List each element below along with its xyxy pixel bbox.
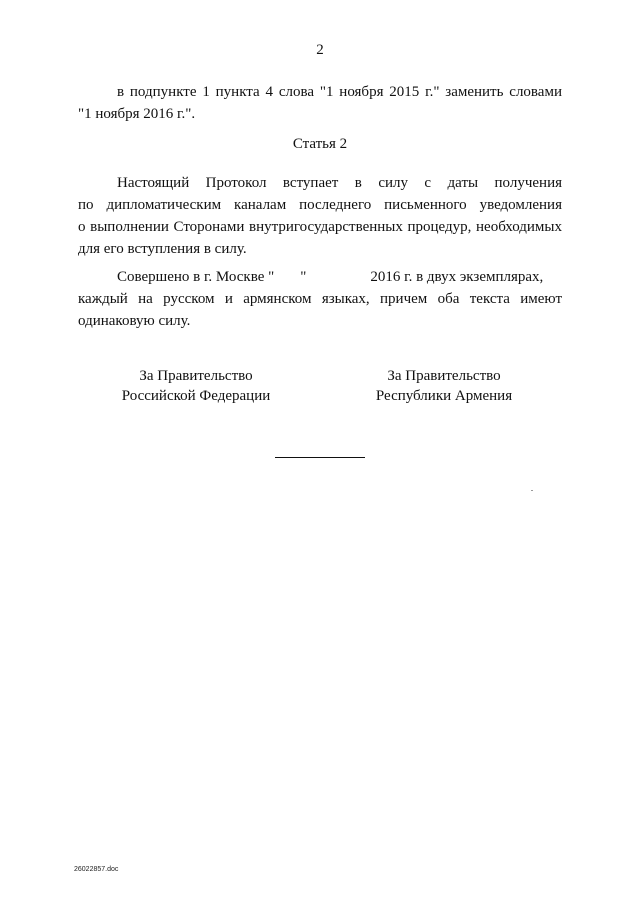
signature-line-2: Республики Армения [375, 388, 513, 404]
paragraph-line: для его вступления в силу. [78, 241, 247, 257]
done-at-year: 2016 г. в двух экземплярах, [370, 269, 544, 285]
signature-line-1: За Правительство [387, 368, 501, 384]
signature-block-armenia [344, 366, 544, 406]
paragraph-line [78, 266, 562, 288]
paragraph-line: по дипломатическим каналам последнего письменного уведомления [78, 197, 562, 213]
paragraph-line: одинаковую силу. [78, 313, 191, 329]
signature-line-1: За Правительство [139, 368, 253, 384]
done-at-text: Совершено в г. Москве " [117, 269, 275, 285]
document-code: 26022857.doc [74, 866, 119, 873]
signature-block-russia [96, 366, 296, 406]
scan-speck [531, 490, 533, 491]
paragraph-amendment [78, 81, 562, 125]
paragraph-entry-into-force [78, 172, 562, 260]
article-heading: Статья 2 [292, 136, 348, 152]
signature-line-2: Российской Федерации [121, 388, 271, 404]
end-divider [275, 457, 365, 458]
paragraph-done-at [78, 266, 562, 332]
done-at-quote: " [300, 269, 307, 285]
page-number: 2 [316, 42, 324, 58]
paragraph-line: "1 ноября 2016 г.". [78, 106, 196, 122]
paragraph-line: о выполнении Сторонами внутригосударственных процедур, необходимых [78, 219, 562, 235]
paragraph-line: Настоящий Протокол вступает в силу с даты получения [117, 175, 562, 191]
paragraph-line: каждый на русском и армянском языках, причем оба текста имеют [78, 291, 562, 307]
paragraph-line: в подпункте 1 пункта 4 слова "1 ноября 2015 г." заменить словами [117, 84, 562, 100]
